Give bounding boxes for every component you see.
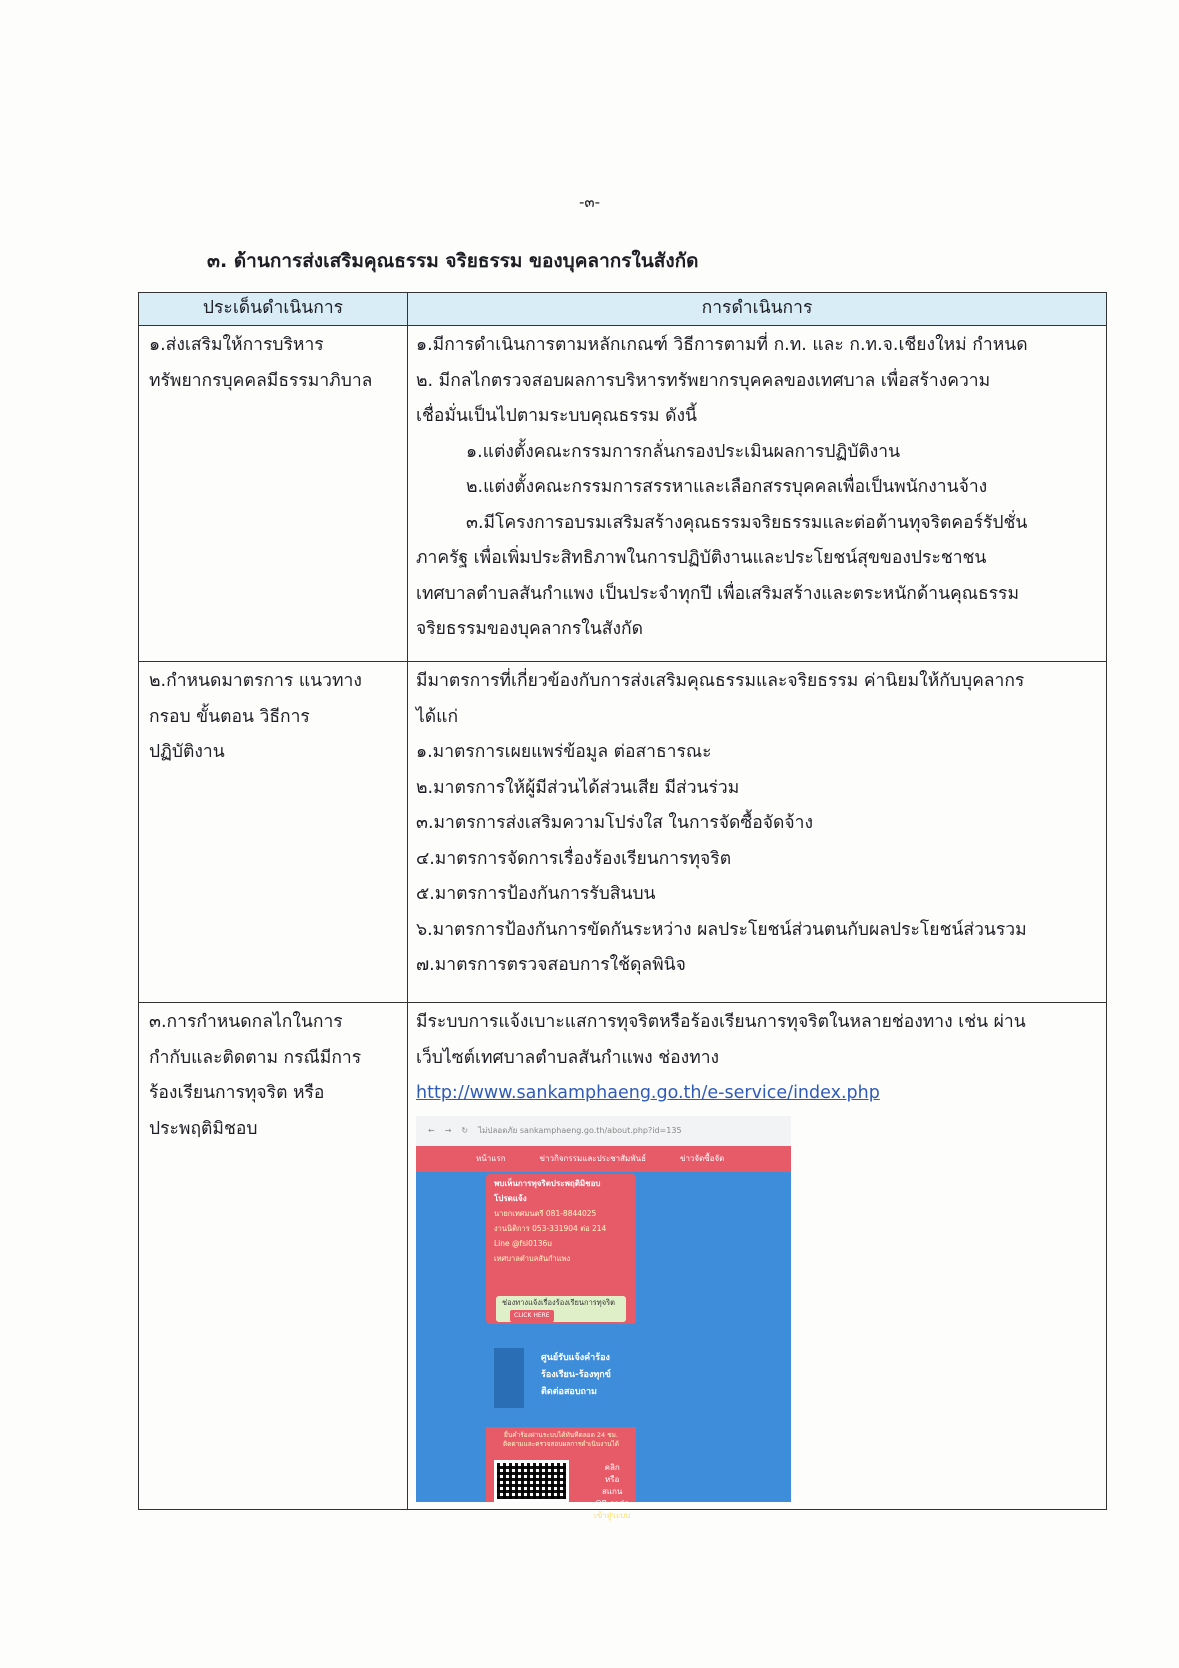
report-card-line: เทศบาลตำบลสันกำแพง — [494, 1253, 571, 1263]
action-line: ๑.มาตรการเผยแพร่ข้อมูล ต่อสาธารณะ — [416, 742, 712, 762]
action-line: ๑.มีการดำเนินการตามหลักเกณฑ์ วิธีการตามที่ ก.ท. และ ก.ท.จ.เชียงใหม่ กำหนด — [416, 335, 1028, 355]
action-cell — [408, 326, 1107, 662]
center-title-line: ร้องเรียน-ร้องทุกข์ — [541, 1369, 611, 1380]
complaint-logo-icon — [494, 1348, 524, 1408]
issue-cell — [139, 326, 408, 662]
header-issue: ประเด็นดำเนินการ — [139, 293, 408, 326]
issue-cell — [139, 1003, 408, 1510]
reload-icon: ↻ — [461, 1125, 469, 1135]
action-line: ๗.มาตรการตรวจสอบการใช้ดุลพินิจ — [416, 955, 686, 975]
issue-line: กำกับและติดตาม กรณีมีการ — [149, 1047, 362, 1068]
qr-cta-line: สแกน — [601, 1486, 623, 1496]
header-action: การดำเนินการ — [408, 293, 1107, 326]
report-card-line: นายกเทศมนตรี 081-8844025 — [494, 1208, 597, 1218]
action-line: มีมาตรการที่เกี่ยวข้องกับการส่งเสริมคุณธรรมและจริยธรรม ค่านิยมให้กับบุคลากร — [416, 671, 1025, 691]
e-service-link[interactable]: http://www.sankamphaeng.go.th/e-service/index.php — [416, 1083, 880, 1103]
table-row — [139, 1003, 1107, 1510]
action-line: ๖.มาตรการป้องกันการขัดกันระหว่าง ผลประโยชน์ส่วนตนกับผลประโยชน์ส่วนรวม — [416, 919, 1027, 940]
action-line: มีระบบการแจ้งเบาะแสการทุจริตหรือร้องเรียนการทุจริตในหลายช่องทาง เช่น ผ่าน — [416, 1012, 1026, 1032]
site-nav-item: ข่าวจัดซื้อจัด — [679, 1153, 725, 1163]
issue-line: ๓.การกำหนดกลไกในการ — [149, 1012, 343, 1032]
report-channel-button — [496, 1296, 626, 1322]
address-text: ไม่ปลอดภัย sankamphaeng.go.th/about.php?id=135 — [478, 1125, 682, 1135]
qr-cta-line: คลิก — [604, 1462, 620, 1472]
center-note-line: ยื่นคำร้องผ่านระบบได้ทันทีตลอด 24 ชม. — [504, 1430, 618, 1439]
site-nav-item: หน้าแรก — [476, 1153, 506, 1163]
action-line: เว็บไซต์เทศบาลตำบลสันกำแพง ช่องทาง — [416, 1047, 720, 1068]
action-line: ๓.มาตรการส่งเสริมความโปร่งใส ในการจัดซื้อจัดจ้าง — [416, 813, 814, 833]
website-screenshot — [416, 1116, 791, 1520]
center-note-line: ติดตามและตรวจสอบผลการดำเนินงานได้ — [502, 1439, 620, 1448]
issue-line: ปฏิบัติงาน — [149, 742, 225, 762]
page-number: -๓- — [578, 193, 601, 211]
action-line: ภาครัฐ เพื่อเพิ่มประสิทธิภาพในการปฏิบัติงานและประโยชน์สุขของประชาชน — [416, 548, 987, 568]
issue-line: กรอบ ขั้นตอน วิธีการ — [149, 706, 310, 727]
measures-table — [138, 292, 1107, 1520]
qr-cta — [594, 1462, 630, 1522]
action-line: ๒. มีกลไกตรวจสอบผลการบริหารทรัพยากรบุคคลของเทศบาล เพื่อสร้างความ — [416, 370, 991, 391]
table-row — [139, 326, 1107, 662]
issue-cell — [139, 662, 408, 1003]
center-title-line: ติดต่อสอบถาม — [541, 1386, 597, 1397]
action-line: ๔.มาตรการจัดการเรื่องร้องเรียนการทุจริต — [416, 848, 732, 869]
table-header-row — [139, 293, 1107, 326]
qr-cta-line: หรือ — [604, 1474, 620, 1484]
issue-line: ร้องเรียนการทุจริต หรือ — [149, 1083, 325, 1103]
qr-cta-line: เข้าสู่ระบบ — [594, 1510, 631, 1520]
action-line: ๓.มีโครงการอบรมเสริมสร้างคุณธรรมจริยธรรมและต่อต้านทุจริตคอร์รัปชั่น — [466, 512, 1028, 533]
forward-icon: → — [444, 1125, 452, 1135]
action-line: จริยธรรมของบุคลากรในสังกัด — [416, 619, 643, 639]
table-row — [139, 662, 1107, 1003]
complaint-center-card — [486, 1342, 636, 1520]
report-card-line: งานนิติการ 053-331904 ต่อ 214 — [494, 1223, 607, 1233]
report-card-line: Line @fsi0136u — [494, 1238, 552, 1248]
section-title: ๓. ด้านการส่งเสริมคุณธรรม จริยธรรม ของบุคลากรในสังกัด — [207, 250, 699, 272]
action-cell — [408, 1003, 1107, 1520]
site-nav — [416, 1146, 791, 1172]
issue-line: ๑.ส่งเสริมให้การบริหาร — [149, 335, 324, 355]
issue-line: ทรัพยากรบุคคลมีธรรมาภิบาล — [149, 370, 373, 391]
click-here-badge: CLICK HERE — [510, 1310, 554, 1322]
action-line: เชื่อมั่นเป็นไปตามระบบคุณธรรม ดังนี้ — [416, 406, 697, 426]
action-cell — [408, 662, 1107, 1003]
action-line: ๑.แต่งตั้งคณะกรรมการกลั่นกรองประเมินผลการปฏิบัติงาน — [466, 441, 901, 462]
qr-code-icon — [494, 1460, 569, 1502]
center-note — [486, 1431, 636, 1449]
report-card-title: พบเห็นการทุจริตประพฤติมิชอบ — [494, 1178, 601, 1188]
site-nav-item: ข่าวกิจกรรมและประชาสัมพันธ์ — [539, 1153, 646, 1163]
action-line: ๒.แต่งตั้งคณะกรรมการสรรหาและเลือกสรรบุคคลเพื่อเป็นพนักงานจ้าง — [466, 477, 988, 497]
center-title-line: ศูนย์รับแจ้งคำร้อง — [541, 1352, 610, 1363]
back-icon: ← — [428, 1125, 435, 1135]
qr-cta-line: QR code — [595, 1498, 630, 1508]
action-line: เทศบาลตำบลสันกำแพง เป็นประจำทุกปี เพื่อเสริมสร้างและตระหนักด้านคุณธรรม — [416, 583, 1019, 604]
issue-line: ประพฤติมิชอบ — [149, 1118, 258, 1139]
action-line: ได้แก่ — [416, 706, 459, 727]
action-line: ๕.มาตรการป้องกันการรับสินบน — [416, 884, 656, 904]
issue-line: ๒.กำหนดมาตรการ แนวทาง — [149, 671, 362, 691]
action-line: ๒.มาตรการให้ผู้มีส่วนได้ส่วนเสีย มีส่วนร่วม — [416, 777, 740, 798]
complaint-center-header — [486, 1342, 636, 1427]
report-channel-text: ช่องทางแจ้งเรื่องร้องเรียนการทุจริต — [502, 1297, 616, 1307]
report-card-subtitle: โปรดแจ้ง — [494, 1193, 527, 1203]
